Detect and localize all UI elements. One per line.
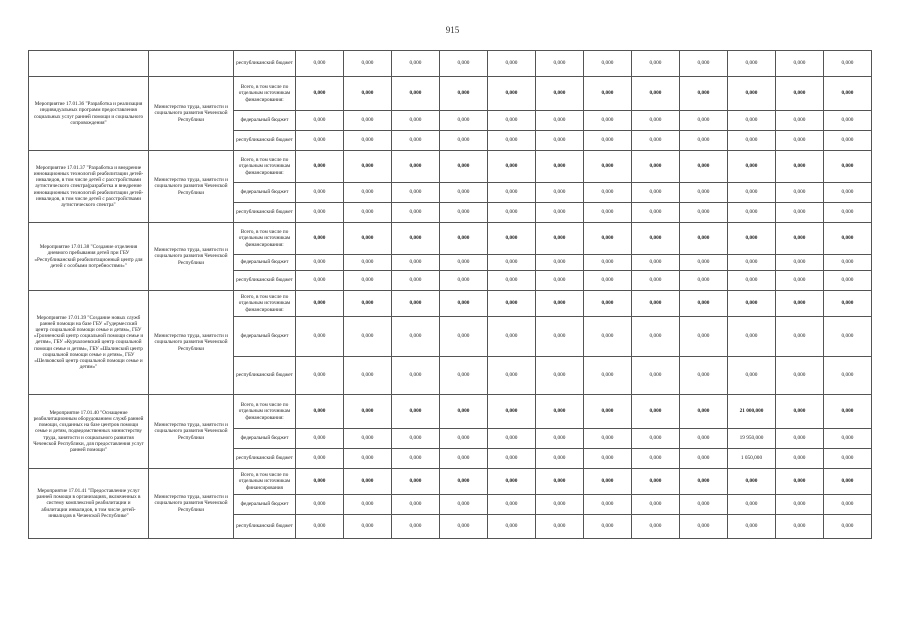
value-cell: 0,000 bbox=[584, 429, 632, 449]
value-cell: 0,000 bbox=[776, 469, 824, 495]
value-cell: 0,000 bbox=[536, 223, 584, 255]
table-row bbox=[29, 151, 872, 183]
funding-source: федеральный бюджет bbox=[234, 255, 296, 271]
value-cell: 0,000 bbox=[344, 203, 392, 223]
value-cell: 0,000 bbox=[344, 183, 392, 203]
funding-source: федеральный бюджет bbox=[234, 495, 296, 515]
value-cell: 0,000 bbox=[584, 449, 632, 469]
value-cell: 0,000 bbox=[824, 255, 872, 271]
funding-source: республиканский бюджет bbox=[234, 203, 296, 223]
value-cell: 0,000 bbox=[344, 449, 392, 469]
value-cell: 0,000 bbox=[632, 131, 680, 151]
value-cell: 0,000 bbox=[440, 495, 488, 515]
budget-table bbox=[28, 50, 872, 539]
value-cell: 0,000 bbox=[392, 151, 440, 183]
value-cell: 0,000 bbox=[296, 183, 344, 203]
value-cell: 0,000 bbox=[632, 469, 680, 495]
value-cell: 0,000 bbox=[632, 223, 680, 255]
value-cell: 0,000 bbox=[344, 223, 392, 255]
value-cell: 0,000 bbox=[776, 151, 824, 183]
value-cell: 0,000 bbox=[824, 151, 872, 183]
value-cell: 0,000 bbox=[584, 151, 632, 183]
value-cell: 0,000 bbox=[824, 469, 872, 495]
value-cell: 0,000 bbox=[392, 515, 440, 539]
value-cell: 0,000 bbox=[296, 271, 344, 291]
value-cell: 0,000 bbox=[824, 317, 872, 357]
value-cell: 0,000 bbox=[536, 395, 584, 429]
value-cell: 0,000 bbox=[488, 449, 536, 469]
value-cell: 0,000 bbox=[296, 203, 344, 223]
value-cell: 0,000 bbox=[776, 291, 824, 317]
value-cell: 0,000 bbox=[536, 51, 584, 77]
value-cell: 0,000 bbox=[632, 449, 680, 469]
value-cell: 0,000 bbox=[776, 317, 824, 357]
value-cell: 0,000 bbox=[680, 151, 728, 183]
value-cell: 0,000 bbox=[632, 151, 680, 183]
value-cell: 0,000 bbox=[776, 131, 824, 151]
value-cell: 0,000 bbox=[728, 77, 776, 111]
value-cell: 0,000 bbox=[584, 77, 632, 111]
value-cell: 0,000 bbox=[824, 271, 872, 291]
value-cell: 0,000 bbox=[488, 183, 536, 203]
value-cell: 0,000 bbox=[776, 271, 824, 291]
value-cell: 0,000 bbox=[296, 255, 344, 271]
value-cell: 0,000 bbox=[584, 469, 632, 495]
value-cell: 0,000 bbox=[344, 515, 392, 539]
value-cell: 0,000 bbox=[440, 271, 488, 291]
value-cell: 0,000 bbox=[680, 203, 728, 223]
value-cell: 0,000 bbox=[680, 291, 728, 317]
value-cell: 0,000 bbox=[680, 495, 728, 515]
activity-title: Мероприятие 17.01.40 "Оснащение реабилитационным оборудованием служб ранней помощи, созданных на базе центров помощи семье и детям, подведомственных министерству труда, занятости и социального развития Чеченской Республики, для предоставления услуг ранней помощи" bbox=[29, 395, 149, 469]
value-cell: 0,000 bbox=[440, 395, 488, 429]
value-cell: 0,000 bbox=[584, 357, 632, 395]
value-cell: 0,000 bbox=[440, 111, 488, 131]
table-row bbox=[29, 291, 872, 317]
value-cell: 0,000 bbox=[728, 317, 776, 357]
value-cell: 0,000 bbox=[728, 291, 776, 317]
value-cell: 0,000 bbox=[728, 151, 776, 183]
value-cell: 0,000 bbox=[728, 51, 776, 77]
value-cell: 0,000 bbox=[296, 151, 344, 183]
value-cell: 0,000 bbox=[824, 515, 872, 539]
value-cell: 0,000 bbox=[344, 395, 392, 429]
value-cell: 0,000 bbox=[824, 395, 872, 429]
value-cell: 0,000 bbox=[680, 223, 728, 255]
value-cell: 0,000 bbox=[680, 317, 728, 357]
value-cell: 0,000 bbox=[488, 255, 536, 271]
value-cell: 0,000 bbox=[488, 317, 536, 357]
value-cell: 0,000 bbox=[296, 51, 344, 77]
value-cell: 0,000 bbox=[344, 51, 392, 77]
funding-source: Всего, в том числе по отдельным источникам финансирования: bbox=[234, 151, 296, 183]
value-cell: 0,000 bbox=[584, 395, 632, 429]
value-cell: 0,000 bbox=[584, 255, 632, 271]
value-cell: 0,000 bbox=[488, 223, 536, 255]
value-cell: 0,000 bbox=[824, 131, 872, 151]
value-cell: 0,000 bbox=[344, 77, 392, 111]
value-cell: 0,000 bbox=[680, 515, 728, 539]
value-cell: 0,000 bbox=[584, 131, 632, 151]
value-cell: 0,000 bbox=[536, 449, 584, 469]
activity-executor: Министерство труда, занятости и социального развития Чеченской Республики bbox=[149, 469, 234, 539]
value-cell: 0,000 bbox=[296, 77, 344, 111]
value-cell: 0,000 bbox=[440, 469, 488, 495]
funding-source: Всего, в том числе по отдельным источникам финансирования bbox=[234, 469, 296, 495]
value-cell: 0,000 bbox=[728, 203, 776, 223]
value-cell: 0,000 bbox=[296, 495, 344, 515]
table-row bbox=[29, 51, 872, 77]
funding-source: республиканский бюджет bbox=[234, 449, 296, 469]
value-cell: 0,000 bbox=[392, 51, 440, 77]
page-number: 915 bbox=[445, 25, 460, 35]
value-cell: 0,000 bbox=[536, 429, 584, 449]
value-cell: 0,000 bbox=[440, 429, 488, 449]
value-cell: 0,000 bbox=[824, 111, 872, 131]
value-cell: 0,000 bbox=[680, 449, 728, 469]
value-cell: 0,000 bbox=[728, 515, 776, 539]
value-cell: 0,000 bbox=[440, 515, 488, 539]
value-cell: 0,000 bbox=[824, 77, 872, 111]
value-cell: 0,000 bbox=[824, 183, 872, 203]
value-cell: 0,000 bbox=[440, 183, 488, 203]
value-cell: 0,000 bbox=[392, 469, 440, 495]
value-cell: 0,000 bbox=[488, 291, 536, 317]
value-cell: 0,000 bbox=[344, 357, 392, 395]
value-cell: 0,000 bbox=[440, 317, 488, 357]
activity-title: Мероприятие 17.01.41 "Предоставление услуг ранней помощи в организациях, включенных в систему комплексной реабилитации и абилитации инвалидов, в том числе детей-инвалидов в Чеченской Республике" bbox=[29, 469, 149, 539]
value-cell: 0,000 bbox=[680, 131, 728, 151]
activity-title: Мероприятие 17.01.36 "Разработка и реализация индивидуальных программ предоставления социальных услуг ранней помощи и социального сопровождения" bbox=[29, 77, 149, 151]
value-cell: 0,000 bbox=[680, 255, 728, 271]
value-cell: 0,000 bbox=[488, 77, 536, 111]
activity-executor: Министерство труда, занятости и социального развития Чеченской Республики bbox=[149, 395, 234, 469]
value-cell: 0,000 bbox=[584, 183, 632, 203]
value-cell: 0,000 bbox=[536, 131, 584, 151]
value-cell: 0,000 bbox=[536, 183, 584, 203]
value-cell: 0,000 bbox=[392, 357, 440, 395]
value-cell: 1 050,000 bbox=[728, 449, 776, 469]
value-cell: 0,000 bbox=[632, 515, 680, 539]
value-cell: 0,000 bbox=[488, 271, 536, 291]
value-cell: 0,000 bbox=[536, 291, 584, 317]
value-cell: 0,000 bbox=[776, 223, 824, 255]
value-cell: 0,000 bbox=[440, 131, 488, 151]
activity-title: Мероприятие 17.01.37 "Разработка и внедрение инновационных технологий реабилитации детей-инвалидов, в том числе детей с расстройствами аутистического спектра(разработка и внедрение инновационных технологий реабилитации детей-инвалидов, в том числе детей с расстройствами аутистического спектра" bbox=[29, 151, 149, 223]
value-cell: 0,000 bbox=[488, 151, 536, 183]
value-cell: 0,000 bbox=[536, 111, 584, 131]
value-cell: 0,000 bbox=[680, 429, 728, 449]
value-cell: 0,000 bbox=[296, 223, 344, 255]
value-cell: 0,000 bbox=[392, 203, 440, 223]
table-row bbox=[29, 77, 872, 111]
value-cell: 0,000 bbox=[680, 357, 728, 395]
value-cell: 0,000 bbox=[392, 449, 440, 469]
value-cell: 0,000 bbox=[536, 317, 584, 357]
value-cell: 0,000 bbox=[392, 111, 440, 131]
value-cell: 0,000 bbox=[824, 357, 872, 395]
value-cell: 0,000 bbox=[776, 111, 824, 131]
value-cell: 0,000 bbox=[488, 429, 536, 449]
value-cell: 0,000 bbox=[632, 317, 680, 357]
value-cell: 0,000 bbox=[536, 151, 584, 183]
value-cell: 0,000 bbox=[296, 395, 344, 429]
value-cell: 21 000,000 bbox=[728, 395, 776, 429]
funding-source: республиканский бюджет bbox=[234, 357, 296, 395]
activity-executor: Министерство труда, занятости и социального развития Чеченской Республики bbox=[149, 77, 234, 151]
value-cell: 0,000 bbox=[344, 151, 392, 183]
value-cell: 0,000 bbox=[392, 271, 440, 291]
value-cell: 0,000 bbox=[680, 111, 728, 131]
value-cell: 0,000 bbox=[584, 223, 632, 255]
value-cell: 0,000 bbox=[824, 203, 872, 223]
value-cell: 0,000 bbox=[440, 449, 488, 469]
table-row bbox=[29, 469, 872, 495]
value-cell: 0,000 bbox=[344, 291, 392, 317]
value-cell: 0,000 bbox=[344, 131, 392, 151]
value-cell: 0,000 bbox=[728, 223, 776, 255]
executor-cell bbox=[149, 51, 234, 77]
funding-source: федеральный бюджет bbox=[234, 183, 296, 203]
value-cell: 0,000 bbox=[776, 203, 824, 223]
value-cell: 0,000 bbox=[392, 317, 440, 357]
value-cell: 0,000 bbox=[440, 291, 488, 317]
value-cell: 0,000 bbox=[296, 317, 344, 357]
value-cell: 0,000 bbox=[824, 51, 872, 77]
value-cell: 0,000 bbox=[536, 495, 584, 515]
funding-source: федеральный бюджет bbox=[234, 317, 296, 357]
value-cell: 0,000 bbox=[776, 515, 824, 539]
value-cell: 0,000 bbox=[632, 77, 680, 111]
value-cell: 0,000 bbox=[824, 495, 872, 515]
value-cell: 0,000 bbox=[536, 271, 584, 291]
value-cell: 0,000 bbox=[392, 255, 440, 271]
activity-cell bbox=[29, 51, 149, 77]
funding-source: Всего, в том числе по отдельным источникам финансирования: bbox=[234, 291, 296, 317]
value-cell: 0,000 bbox=[728, 357, 776, 395]
activity-title: Мероприятие 17.01.39 "Создание новых служб ранней помощи на базе ГБУ «Гудермесский центр социальной помощи семье и детям», ГБУ «Грозненский центр социальной помощи семье и детям», ГБУ «Курчалоевский центр социальной помощи семье и детям», ГБУ «Шалинский центр социальной помощи семье и детям», ГБУ «Шелковской центр социальной помощи семье и детям»" bbox=[29, 291, 149, 395]
funding-source: Всего, в том числе по отдельным источникам финансирования: bbox=[234, 77, 296, 111]
funding-source: федеральный бюджет bbox=[234, 429, 296, 449]
value-cell: 0,000 bbox=[392, 131, 440, 151]
funding-source: федеральный бюджет bbox=[234, 111, 296, 131]
value-cell: 0,000 bbox=[776, 77, 824, 111]
value-cell: 0,000 bbox=[776, 183, 824, 203]
activity-executor: Министерство труда, занятости и социального развития Чеченской Республики bbox=[149, 223, 234, 291]
value-cell: 0,000 bbox=[776, 395, 824, 429]
value-cell: 0,000 bbox=[632, 51, 680, 77]
activity-title: Мероприятие 17.01.38 "Создание отделения дневного пребывания детей при ГБУ «Республиканский реабилитационный центр для детей с особыми потребностями»" bbox=[29, 223, 149, 291]
value-cell: 0,000 bbox=[632, 203, 680, 223]
value-cell: 0,000 bbox=[344, 255, 392, 271]
value-cell: 0,000 bbox=[536, 77, 584, 111]
value-cell: 0,000 bbox=[584, 271, 632, 291]
value-cell: 19 950,000 bbox=[728, 429, 776, 449]
value-cell: 0,000 bbox=[536, 203, 584, 223]
value-cell: 0,000 bbox=[488, 203, 536, 223]
value-cell: 0,000 bbox=[824, 449, 872, 469]
value-cell: 0,000 bbox=[296, 449, 344, 469]
value-cell: 0,000 bbox=[680, 77, 728, 111]
value-cell: 0,000 bbox=[344, 271, 392, 291]
value-cell: 0,000 bbox=[728, 271, 776, 291]
value-cell: 0,000 bbox=[488, 495, 536, 515]
value-cell: 0,000 bbox=[488, 469, 536, 495]
value-cell: 0,000 bbox=[584, 111, 632, 131]
value-cell: 0,000 bbox=[440, 255, 488, 271]
value-cell: 0,000 bbox=[440, 51, 488, 77]
value-cell: 0,000 bbox=[776, 255, 824, 271]
value-cell: 0,000 bbox=[440, 223, 488, 255]
value-cell: 0,000 bbox=[680, 395, 728, 429]
value-cell: 0,000 bbox=[440, 357, 488, 395]
activity-executor: Министерство труда, занятости и социального развития Чеченской Республики bbox=[149, 291, 234, 395]
funding-source: республиканский бюджет bbox=[234, 515, 296, 539]
value-cell: 0,000 bbox=[296, 357, 344, 395]
funding-source: Всего, в том числе по отдельным источникам финансирования: bbox=[234, 395, 296, 429]
value-cell: 0,000 bbox=[632, 429, 680, 449]
value-cell: 0,000 bbox=[632, 357, 680, 395]
value-cell: 0,000 bbox=[344, 469, 392, 495]
value-cell: 0,000 bbox=[632, 271, 680, 291]
value-cell: 0,000 bbox=[632, 255, 680, 271]
value-cell: 0,000 bbox=[440, 77, 488, 111]
value-cell: 0,000 bbox=[392, 223, 440, 255]
value-cell: 0,000 bbox=[728, 469, 776, 495]
value-cell: 0,000 bbox=[776, 429, 824, 449]
value-cell: 0,000 bbox=[728, 111, 776, 131]
value-cell: 0,000 bbox=[824, 291, 872, 317]
value-cell: 0,000 bbox=[680, 469, 728, 495]
value-cell: 0,000 bbox=[824, 429, 872, 449]
value-cell: 0,000 bbox=[392, 77, 440, 111]
value-cell: 0,000 bbox=[776, 51, 824, 77]
value-cell: 0,000 bbox=[296, 429, 344, 449]
value-cell: 0,000 bbox=[392, 183, 440, 203]
value-cell: 0,000 bbox=[584, 317, 632, 357]
value-cell: 0,000 bbox=[536, 357, 584, 395]
table-row bbox=[29, 395, 872, 429]
value-cell: 0,000 bbox=[728, 495, 776, 515]
value-cell: 0,000 bbox=[344, 429, 392, 449]
value-cell: 0,000 bbox=[392, 291, 440, 317]
table-row bbox=[29, 223, 872, 255]
value-cell: 0,000 bbox=[584, 203, 632, 223]
funding-source: Всего, в том числе по отдельным источникам финансирования: bbox=[234, 223, 296, 255]
value-cell: 0,000 bbox=[296, 469, 344, 495]
value-cell: 0,000 bbox=[632, 395, 680, 429]
value-cell: 0,000 bbox=[488, 395, 536, 429]
value-cell: 0,000 bbox=[632, 183, 680, 203]
value-cell: 0,000 bbox=[680, 183, 728, 203]
value-cell: 0,000 bbox=[440, 203, 488, 223]
value-cell: 0,000 bbox=[776, 495, 824, 515]
value-cell: 0,000 bbox=[728, 183, 776, 203]
value-cell: 0,000 bbox=[632, 111, 680, 131]
value-cell: 0,000 bbox=[296, 291, 344, 317]
value-cell: 0,000 bbox=[824, 223, 872, 255]
funding-source: республиканский бюджет bbox=[234, 271, 296, 291]
value-cell: 0,000 bbox=[680, 51, 728, 77]
value-cell: 0,000 bbox=[680, 271, 728, 291]
value-cell: 0,000 bbox=[344, 111, 392, 131]
value-cell: 0,000 bbox=[584, 291, 632, 317]
value-cell: 0,000 bbox=[584, 51, 632, 77]
value-cell: 0,000 bbox=[296, 515, 344, 539]
value-cell: 0,000 bbox=[344, 317, 392, 357]
activity-executor: Министерство труда, занятости и социального развития Чеченской Республики bbox=[149, 151, 234, 223]
value-cell: 0,000 bbox=[632, 291, 680, 317]
value-cell: 0,000 bbox=[536, 515, 584, 539]
value-cell: 0,000 bbox=[728, 131, 776, 151]
funding-source: республиканский бюджет bbox=[234, 131, 296, 151]
value-cell: 0,000 bbox=[392, 429, 440, 449]
value-cell: 0,000 bbox=[488, 131, 536, 151]
value-cell: 0,000 bbox=[296, 111, 344, 131]
value-cell: 0,000 bbox=[488, 111, 536, 131]
value-cell: 0,000 bbox=[344, 495, 392, 515]
value-cell: 0,000 bbox=[632, 495, 680, 515]
value-cell: 0,000 bbox=[296, 131, 344, 151]
value-cell: 0,000 bbox=[488, 51, 536, 77]
value-cell: 0,000 bbox=[488, 515, 536, 539]
value-cell: 0,000 bbox=[776, 449, 824, 469]
value-cell: 0,000 bbox=[392, 495, 440, 515]
value-cell: 0,000 bbox=[488, 357, 536, 395]
value-cell: 0,000 bbox=[536, 469, 584, 495]
value-cell: 0,000 bbox=[584, 495, 632, 515]
value-cell: 0,000 bbox=[536, 255, 584, 271]
value-cell: 0,000 bbox=[392, 395, 440, 429]
value-cell: 0,000 bbox=[584, 515, 632, 539]
value-cell: 0,000 bbox=[728, 255, 776, 271]
value-cell: 0,000 bbox=[776, 357, 824, 395]
source-cell: республиканский бюджет bbox=[234, 51, 296, 77]
value-cell: 0,000 bbox=[440, 151, 488, 183]
